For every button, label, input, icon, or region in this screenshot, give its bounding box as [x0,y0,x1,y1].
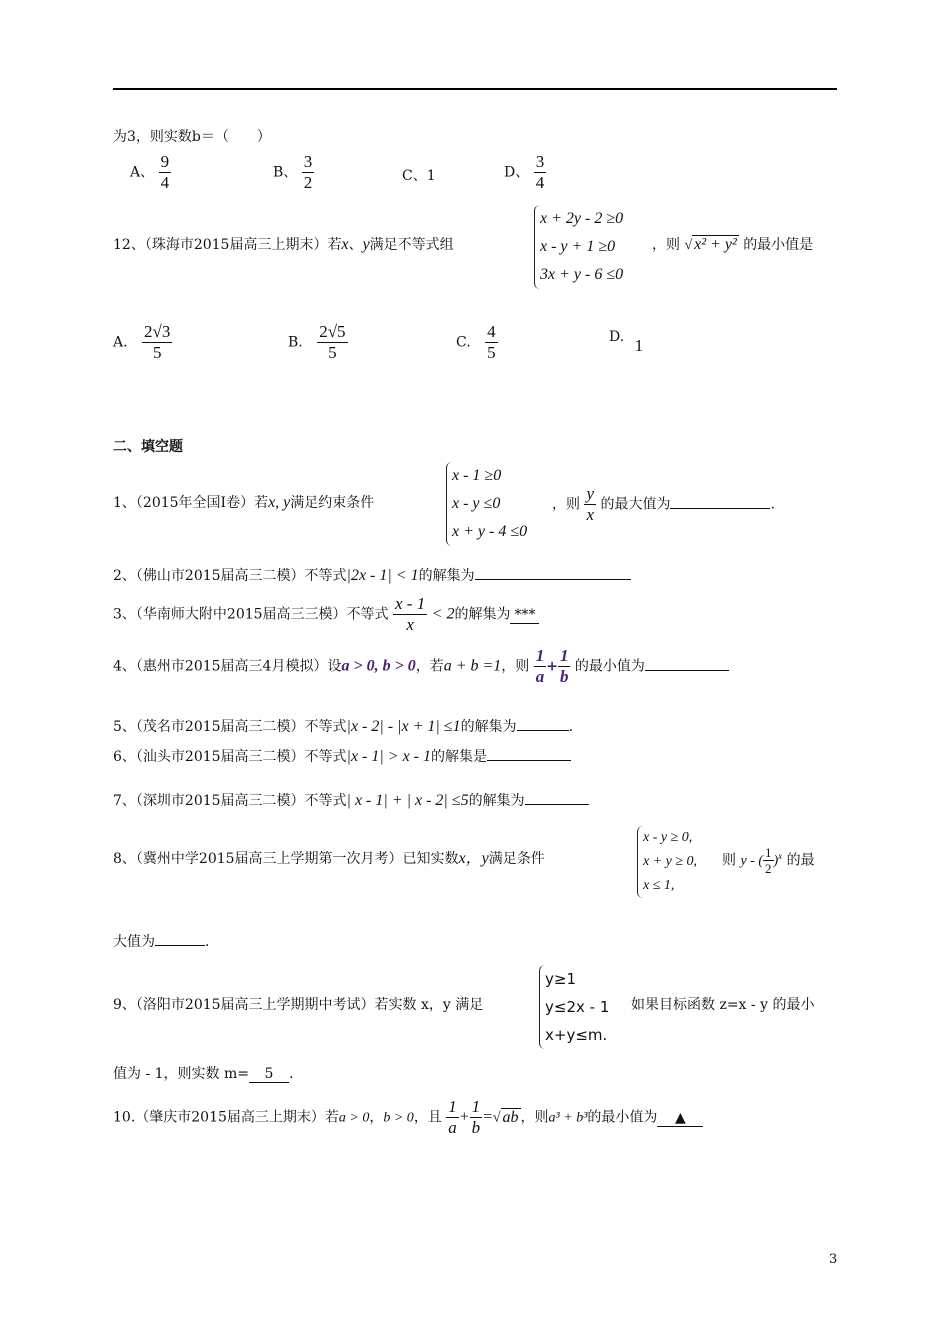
answer-blank[interactable] [517,730,569,731]
section-title: 二、填空题 [113,439,183,455]
q12-option-d: D. 1 [609,329,644,355]
q12-option-a: A. $\frac{2√3}{5}$ [113,322,171,362]
fraction: $\frac{3}{2}$ [303,152,313,192]
f1-prefix: 1、（2015年全国Ⅰ卷）若x, y满足约束条件 [113,494,375,511]
header-rule [113,88,837,90]
answer-blank[interactable] [475,579,631,580]
q11-option-a [130,152,171,193]
f6-line: 6、（汕头市2015届高三二模）不等式|x - 1| > x - 1的解集是 [113,746,571,766]
answer-blank[interactable] [645,670,729,671]
q12-option-c: C. $\frac{4}{5}$ [456,322,496,362]
f8-line2: 大值为 . [113,934,210,950]
q12-prefix: 12、（珠海市2015届高三上期末）若x、y满足不等式组 [113,236,454,253]
q12-option-b: B. $\frac{2√5}{5}$ [288,322,346,362]
f8-suffix: 则 y - ( $\frac{1}{2}$ )$^x$ 的最 [722,845,815,876]
q11-option-b [273,152,314,193]
f3-line: 3、（华南师大附中2015届高三三模）不等式 $\frac{x - 1}{x}$ < 2的解集为 *** [113,594,539,635]
f10-line: 10.（肇庆市2015届高三上期末）若a > 0，b > 0，且 $\frac{1}{a}$ + $\frac{1}{b}$ =√ ab ，则a³ + b³的最小值为 ▲ [113,1097,703,1138]
answer-blank[interactable]: ▲ [657,1110,703,1127]
answer-blank[interactable] [155,945,205,946]
f1-suffix: ，则 $\frac{y}{x}$ 的最大值为 . [552,484,775,524]
answer-blank[interactable]: *** [510,607,539,624]
q11-option-c: C、1 [402,168,436,184]
f9-line2: 值为 - 1，则实数 m= 5 . [113,1066,294,1082]
fraction: $\frac{9}{4}$ [160,152,170,192]
q11-stem: 为3，则实数b＝（ ） [113,129,271,145]
page-number: 3 [829,1252,838,1267]
answer-blank[interactable]: 5 [249,1066,289,1083]
q12-suffix: ，则 √ x² + y² 的最小值是 [652,236,814,253]
option-label: A、 [130,164,155,181]
answer-blank[interactable] [525,804,589,805]
option-label: D、 [504,164,530,181]
f9-prefix: 9、（洛阳市2015届高三上学期期中考试）若实数 x，y 满足 [113,997,484,1013]
f4-line: 4、（惠州市2015届高三4月模拟）设a > 0, b > 0，若a + b =1，则 $\frac{1}{a}$ + $\frac{1}{b}$ 的最小值为 [113,646,729,687]
fraction: $\frac{3}{4}$ [535,152,545,192]
f8-condition-system: x - y ≥ 0, x + y ≥ 0, x ≤ 1, [637,826,697,898]
f1-constraint-system: x - 1 ≥0 x - y ≤0 x + y - 4 ≤0 [446,462,527,546]
f5-line: 5、（茂名市2015届高三二模）不等式|x - 2| - |x + 1| ≤1的解集为 . [113,718,574,735]
f9-suffix: 如果目标函数 z=x - y 的最小 [631,997,815,1013]
answer-blank[interactable] [670,508,770,509]
f7-line: 7、（深圳市2015届高三二模）不等式| x - 1| + | x - 2| ≤5的解集为 [113,790,589,810]
answer-blank[interactable] [487,760,571,761]
q12-radicand: x² + y² [694,236,737,253]
q11-option-d [504,152,546,193]
option-label: B、 [273,164,298,181]
f9-condition-system: y≥1 y≤2x - 1 x+y≤m. [539,965,609,1049]
f2-line: 2、（佛山市2015届高三二模）不等式|2x - 1| < 1的解集为 [113,565,631,585]
q12-inequality-system: x + 2y - 2 ≥0 x - y + 1 ≥0 3x + y - 6 ≤0 [534,205,623,289]
f8-prefix: 8、（冀州中学2015届高三上学期第一次月考）已知实数x，y满足条件 [113,850,545,867]
